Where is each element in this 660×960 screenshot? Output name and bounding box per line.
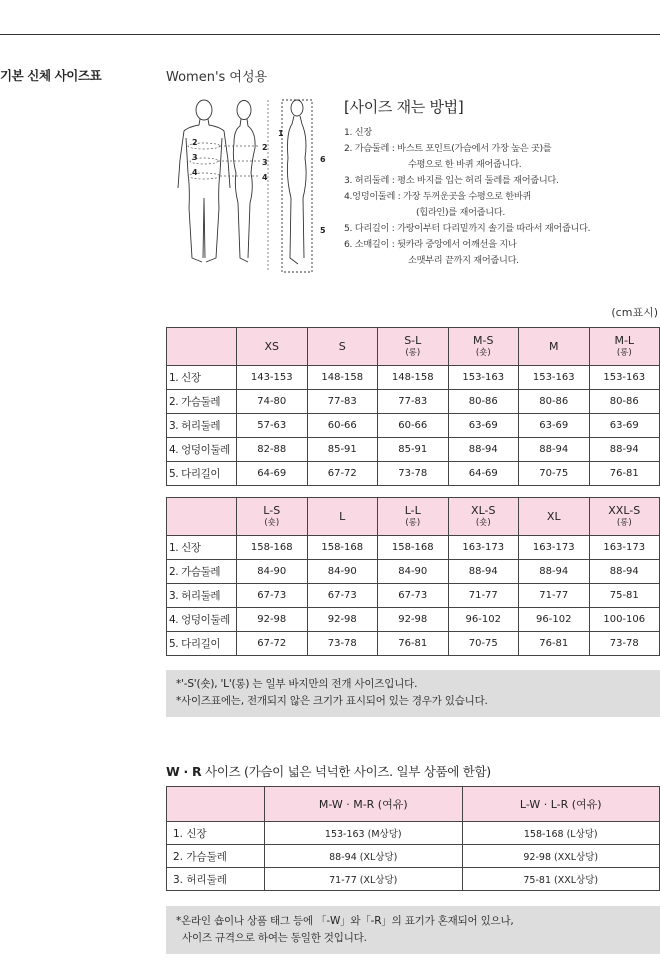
table-cell: 80-86 — [519, 390, 590, 414]
table-cell: 92-98 — [307, 608, 378, 632]
guide-line: 소맷부리 끝까지 재어줍니다. — [408, 255, 519, 266]
unit-label: (cm표시) — [611, 306, 658, 319]
table-header-row — [167, 787, 660, 822]
row-label: 1. 신장 — [167, 536, 237, 560]
row-label: 2. 가슴둘레 — [167, 390, 237, 414]
table-cell: 96-102 — [448, 608, 519, 632]
table-cell: 158-168 — [307, 536, 378, 560]
wr-size-title: W · R 사이즈 (가슴이 넓은 넉넉한 사이즈. 일부 상품에 한함) — [166, 764, 491, 779]
guide-title: [사이즈 재는 방법] — [344, 98, 464, 116]
table-cell: 63-69 — [519, 414, 590, 438]
table-corner-cell — [167, 498, 237, 536]
section-title: 기본 신체 사이즈표 — [0, 68, 102, 83]
size-header: L-L (롱) — [378, 498, 449, 536]
table-row — [167, 536, 660, 560]
table-cell: 88-94 (XL상당) — [265, 845, 463, 868]
table-cell: 85-91 — [378, 438, 449, 462]
table-cell: 153-163 — [589, 366, 660, 390]
table-cell: 63-69 — [589, 414, 660, 438]
guide-line: 1. 신장 — [344, 127, 372, 138]
table-cell: 96-102 — [519, 608, 590, 632]
table-cell: 158-168 (L상당) — [462, 822, 660, 845]
size-header: M-S (숏) — [448, 328, 519, 366]
row-label: 3. 허리둘레 — [167, 584, 237, 608]
note-line: *사이즈표에는, 전개되지 않은 크기가 표시되어 있는 경우가 있습니다. — [176, 695, 488, 707]
figure-label-4: 4 — [262, 173, 268, 182]
table-cell: 82-88 — [237, 438, 308, 462]
table-cell: 60-66 — [307, 414, 378, 438]
note-line: 사이즈 규격으로 하여는 동일한 것입니다. — [182, 932, 367, 944]
table-header-row — [167, 328, 660, 366]
guide-line: 3. 허리둘레 : 평소 바지를 입는 허리 둘레를 재어줍니다. — [344, 175, 559, 186]
row-label: 2. 가슴둘레 — [167, 845, 265, 868]
size-header: S-L (롱) — [378, 328, 449, 366]
size-header: XS — [237, 328, 308, 366]
table-cell: 153-163 — [519, 366, 590, 390]
table-cell: 80-86 — [448, 390, 519, 414]
figure-label-5: 5 — [320, 226, 326, 235]
size-header: M — [519, 328, 590, 366]
size-header: S — [307, 328, 378, 366]
table-cell: 84-90 — [307, 560, 378, 584]
table-row — [167, 438, 660, 462]
note-line: *온라인 숍이나 상품 태그 등에 「-W」와「-R」의 표기가 혼재되어 있으나, — [176, 915, 514, 927]
figure-label-3: 3 — [262, 158, 268, 167]
table-cell: 153-163 — [448, 366, 519, 390]
table-cell: 73-78 — [378, 462, 449, 486]
guide-line: 6. 소매길이 : 뒷카라 중앙에서 어깨선을 지나 — [344, 239, 517, 250]
figure-label-2-front: 2 — [192, 138, 198, 147]
figure-label-6: 6 — [320, 155, 326, 164]
table-cell: 148-158 — [307, 366, 378, 390]
size-header: M-L (롱) — [589, 328, 660, 366]
table-cell: 75-81 (XXL상당) — [462, 868, 660, 891]
table-cell: 70-75 — [519, 462, 590, 486]
table-corner-cell — [167, 328, 237, 366]
size-table-1 — [166, 327, 660, 486]
table-cell: 100-106 — [589, 608, 660, 632]
row-label: 4. 엉덩이둘레 — [167, 438, 237, 462]
guide-line: 4.엉덩이둘레 : 가장 두꺼운곳을 수평으로 한바퀴 — [344, 191, 531, 202]
table-row — [167, 560, 660, 584]
table-cell: 71-77 (XL상당) — [265, 868, 463, 891]
table-row — [167, 608, 660, 632]
table-cell: 153-163 (M상당) — [265, 822, 463, 845]
table-cell: 67-73 — [307, 584, 378, 608]
top-divider — [0, 34, 660, 35]
table-cell: 76-81 — [519, 632, 590, 656]
table-cell: 92-98 — [378, 608, 449, 632]
size-header: L-W · L-R (여유) — [462, 787, 660, 822]
wr-note — [166, 906, 660, 954]
table-cell: 158-168 — [237, 536, 308, 560]
size-header: XL — [519, 498, 590, 536]
measurement-guide — [344, 96, 660, 269]
table-cell: 73-78 — [307, 632, 378, 656]
table-row — [167, 366, 660, 390]
table-row — [167, 390, 660, 414]
table-row — [167, 462, 660, 486]
table-cell: 60-66 — [378, 414, 449, 438]
women-label: Women's 여성용 — [166, 70, 268, 85]
table-row — [167, 845, 660, 868]
table-cell: 67-72 — [237, 632, 308, 656]
table-cell: 88-94 — [589, 560, 660, 584]
guide-line: 2. 가슴둘레 : 바스트 포인트(가슴에서 가장 높은 곳)를 — [344, 143, 552, 154]
table-cell: 64-69 — [237, 462, 308, 486]
table-row — [167, 632, 660, 656]
table-cell: 88-94 — [519, 560, 590, 584]
table-cell: 71-77 — [448, 584, 519, 608]
table-cell: 163-173 — [519, 536, 590, 560]
table-row — [167, 414, 660, 438]
table-header-row — [167, 498, 660, 536]
figure-label-4-front: 4 — [192, 168, 198, 177]
table-cell: 77-83 — [307, 390, 378, 414]
row-label: 1. 신장 — [167, 366, 237, 390]
table-cell: 84-90 — [378, 560, 449, 584]
table-cell: 88-94 — [519, 438, 590, 462]
table-corner-cell — [167, 787, 265, 822]
table-cell: 74-80 — [237, 390, 308, 414]
table-cell: 70-75 — [448, 632, 519, 656]
row-label: 3. 허리둘레 — [167, 868, 265, 891]
figure-label-2: 2 — [262, 143, 268, 152]
row-label: 4. 엉덩이둘레 — [167, 608, 237, 632]
table-cell: 57-63 — [237, 414, 308, 438]
row-label: 2. 가슴둘레 — [167, 560, 237, 584]
table-cell: 92-98 — [237, 608, 308, 632]
body-measurement-figure — [174, 98, 334, 276]
table-cell: 80-86 — [589, 390, 660, 414]
table-cell: 67-73 — [378, 584, 449, 608]
size-header: L — [307, 498, 378, 536]
table-row — [167, 822, 660, 845]
row-label: 3. 허리둘레 — [167, 414, 237, 438]
table-cell: 76-81 — [589, 462, 660, 486]
size-header: L-S (숏) — [237, 498, 308, 536]
table-cell: 67-72 — [307, 462, 378, 486]
table-cell: 143-153 — [237, 366, 308, 390]
table-cell: 88-94 — [448, 438, 519, 462]
figure-label-1: 1 — [278, 129, 284, 138]
table-cell: 148-158 — [378, 366, 449, 390]
row-label: 5. 다리길이 — [167, 632, 237, 656]
row-label: 1. 신장 — [167, 822, 265, 845]
table-cell: 163-173 — [589, 536, 660, 560]
table-cell: 73-78 — [589, 632, 660, 656]
table-cell: 75-81 — [589, 584, 660, 608]
figure-label-3-front: 3 — [192, 153, 198, 162]
size-header: XL-S (숏) — [448, 498, 519, 536]
wr-size-table — [166, 786, 660, 891]
size-header: M-W · M-R (여유) — [265, 787, 463, 822]
guide-line: 5. 다리길이 : 가랑이부터 다리밑까지 솔기를 따라서 재어줍니다. — [344, 223, 591, 234]
row-label: 5. 다리길이 — [167, 462, 237, 486]
table-cell: 63-69 — [448, 414, 519, 438]
size-note — [166, 670, 660, 717]
guide-line: (힙라인)를 재어줍니다. — [416, 207, 505, 218]
table-cell: 85-91 — [307, 438, 378, 462]
guide-line: 수평으로 한 바퀴 재어줍니다. — [408, 159, 522, 170]
size-header: XXL-S (롱) — [589, 498, 660, 536]
table-cell: 88-94 — [448, 560, 519, 584]
table-cell: 84-90 — [237, 560, 308, 584]
table-cell: 67-73 — [237, 584, 308, 608]
size-table-2 — [166, 497, 660, 656]
table-cell: 64-69 — [448, 462, 519, 486]
table-cell: 158-168 — [378, 536, 449, 560]
table-row — [167, 584, 660, 608]
table-cell: 71-77 — [519, 584, 590, 608]
table-cell: 77-83 — [378, 390, 449, 414]
note-line: *'-S'(숏), 'L'(롱) 는 일부 바지만의 전개 사이즈입니다. — [176, 678, 418, 690]
table-cell: 92-98 (XXL상당) — [462, 845, 660, 868]
table-cell: 76-81 — [378, 632, 449, 656]
table-row — [167, 868, 660, 891]
table-cell: 88-94 — [589, 438, 660, 462]
table-cell: 163-173 — [448, 536, 519, 560]
